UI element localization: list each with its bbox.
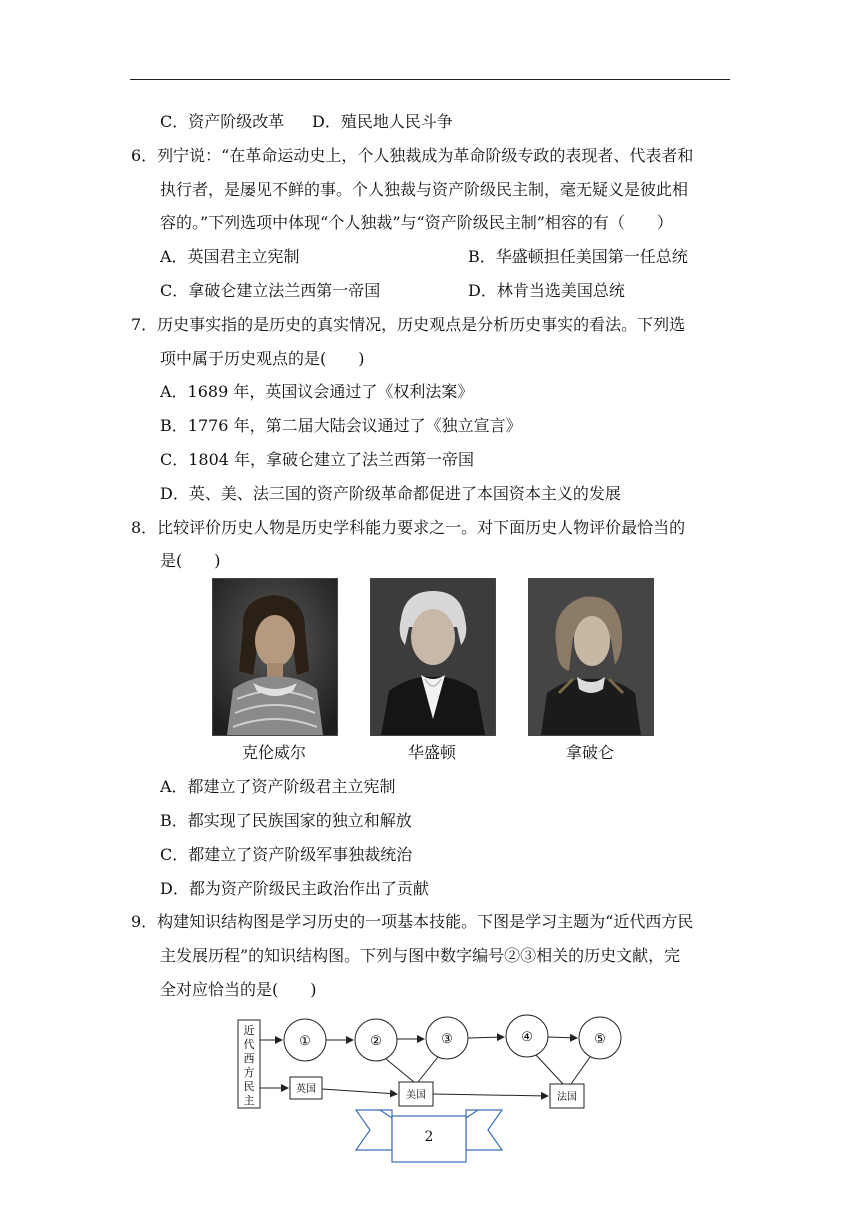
napoleon-portrait [528,578,654,736]
washington-portrait [370,578,496,736]
country-label-england: 英国 [296,1084,316,1095]
q6-option-c: C．拿破仑建立法兰西第一帝国 [160,281,381,300]
q8-option-a: A．都建立了资产阶级君主立宪制 [160,777,396,796]
diagram-title-char: 主 [243,1094,255,1107]
header-rule [130,79,730,80]
caption-napoleon: 拿破仑 [565,743,614,762]
q8-option-d: D．都为资产阶级民主政治作出了贡献 [160,879,429,898]
option-d: D．殖民地人民斗争 [312,112,453,131]
diagram-title-char: 近 [243,1024,255,1037]
diagram-title-char: 代 [243,1038,255,1051]
q6-option-d: D．林肯当选美国总统 [468,281,625,300]
q6-option-a: A．英国君主立宪制 [160,247,300,266]
q7-line-2: 项中属于历史观点的是( ) [160,349,365,368]
diagram-title-char: 方 [243,1066,255,1079]
country-label-usa: 美国 [406,1090,426,1101]
q6-line-2: 执行者，是屡见不鲜的事。个人独裁与资产阶级民主制，毫无疑义是彼此相 [160,180,689,199]
node-3-label: ③ [441,1032,453,1047]
q6-line-3: 容的。”下列选项中体现“个人独裁”与“资产阶级民主制”相容的有（ ） [160,213,673,232]
node-1-label: ① [299,1034,311,1049]
q6-line-1: 6．列宁说：“在革命运动史上，个人独裁成为革命阶级专政的表现者、代表者和 [131,146,694,165]
node-4-label: ④ [521,1030,533,1045]
caption-cromwell: 克伦威尔 [241,743,306,762]
q9-line-3: 全对应恰当的是( ) [160,980,317,999]
node-2-label: ② [370,1034,382,1049]
q8-line-1: 8．比较评价历史人物是历史学科能力要求之一。对下面历史人物评价最恰当的 [131,518,686,537]
q7-option-c: C．1804 年，拿破仑建立了法兰西第一帝国 [160,450,475,469]
q9-line-1: 9．构建知识结构图是学习历史的一项基本技能。下图是学习主题为“近代西方民 [131,912,694,931]
page-number: 2 [424,1129,434,1145]
q7-option-b: B．1776 年，第二届大陆会议通过了《独立宣言》 [160,416,522,435]
country-label-france: 法国 [557,1092,577,1103]
diagram-title-char: 西 [243,1052,255,1065]
q7-option-d: D．英、美、法三国的资产阶级革命都促进了本国资本主义的发展 [160,484,621,503]
cromwell-portrait [212,578,338,736]
q9-line-2: 主发展历程”的知识结构图。下列与图中数字编号②③相关的历史文献，完 [160,946,681,965]
q7-option-a: A．1689 年，英国议会通过了《权利法案》 [160,382,474,401]
node-5-label: ⑤ [594,1032,606,1047]
caption-washington: 华盛顿 [407,743,456,762]
q8-option-b: B．都实现了民族国家的独立和解放 [160,811,412,830]
q7-line-1: 7．历史事实指的是历史的真实情况，历史观点是分析历史事实的看法。下列选 [131,315,686,334]
q8-line-2: 是( ) [160,551,221,570]
q6-option-b: B．华盛顿担任美国第一任总统 [468,247,688,266]
option-c: C．资产阶级改革 [160,112,285,131]
q8-option-c: C．都建立了资产阶级军事独裁统治 [160,845,413,864]
diagram-title-char: 民 [243,1080,255,1093]
